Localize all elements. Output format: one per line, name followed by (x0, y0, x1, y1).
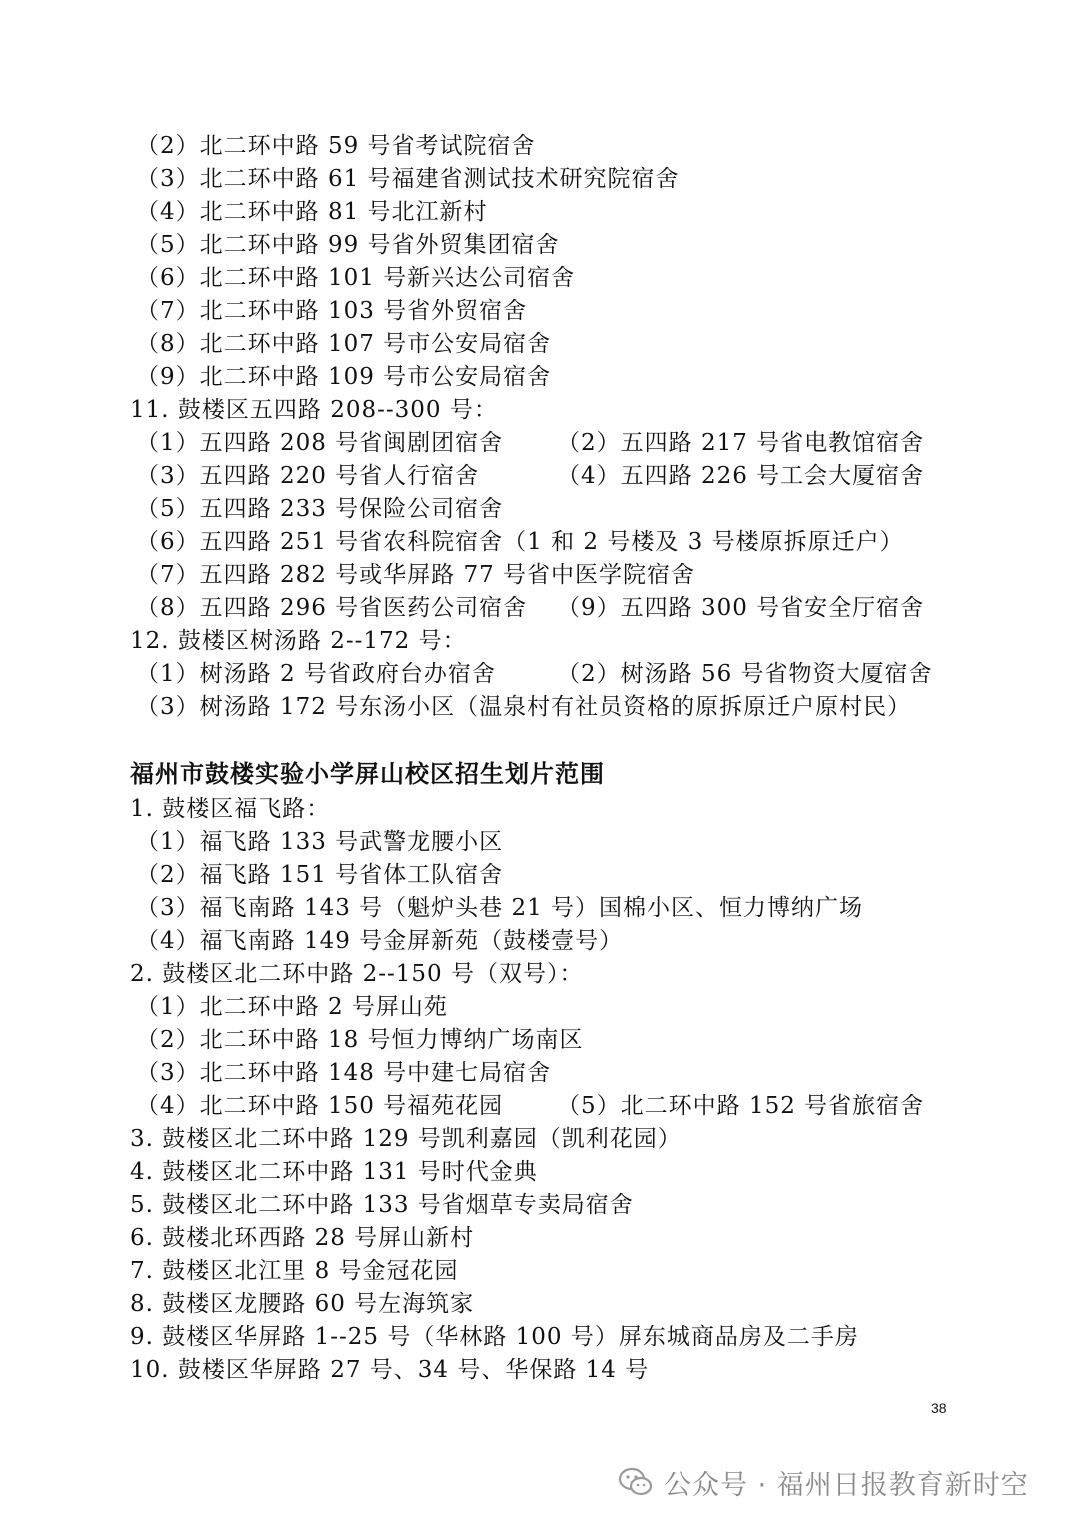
list-heading: 6. 鼓楼北环西路 28 号屏山新村 (130, 1225, 475, 1251)
list-heading: 10. 鼓楼区华屏路 27 号、34 号、华保路 14 号 (130, 1357, 650, 1383)
list-item: （3）五四路 220 号省人行宿舍 (136, 463, 480, 489)
list-item: （3）北二环中路 61 号福建省测试技术研究院宿舍 (136, 166, 680, 192)
list-item: （6）北二环中路 101 号新兴达公司宿舍 (136, 265, 576, 291)
list-heading: 2. 鼓楼区北二环中路 2--150 号（双号）： (130, 961, 584, 987)
list-item: （9）北二环中路 109 号市公安局宿舍 (136, 364, 552, 390)
list-item: （4）五四路 226 号工会大厦宿舍 (557, 463, 925, 489)
list-item: （9）五四路 300 号省安全厅宿舍 (557, 595, 925, 621)
list-item: （1）树汤路 2 号省政府台办宿舍 (136, 661, 496, 687)
list-item: （2）五四路 217 号省电教馆宿舍 (557, 430, 925, 456)
list-item: （2）北二环中路 59 号省考试院宿舍 (136, 133, 536, 159)
list-heading: 4. 鼓楼区北二环中路 131 号时代金典 (130, 1159, 538, 1185)
list-item: （7）北二环中路 103 号省外贸宿舍 (136, 298, 528, 324)
page-number: 38 (931, 1400, 947, 1416)
list-heading: 8. 鼓楼区龙腰路 60 号左海筑家 (130, 1291, 475, 1317)
list-item: （1）福飞路 133 号武警龙腰小区 (136, 829, 504, 855)
list-heading: 12. 鼓楼区树汤路 2--172 号： (130, 628, 467, 654)
list-item: （3）北二环中路 148 号中建七局宿舍 (136, 1060, 552, 1086)
list-item: （4）北二环中路 150 号福苑花园 (136, 1093, 504, 1119)
watermark (618, 1460, 1029, 1504)
list-item: （5）五四路 233 号保险公司宿舍 (136, 496, 504, 522)
list-item: （1）五四路 208 号省闽剧团宿舍 (136, 430, 504, 456)
list-heading: 5. 鼓楼区北二环中路 133 号省烟草专卖局宿舍 (130, 1192, 634, 1218)
list-item: （3）树汤路 172 号东汤小区（温泉村有社员资格的原拆原迁户原村民） (136, 694, 912, 720)
section-heading: 福州市鼓楼实验小学屏山校区招生划片范围 (130, 760, 605, 788)
list-item: （2）北二环中路 18 号恒力博纳广场南区 (136, 1027, 584, 1053)
list-item: （8）五四路 296 号省医药公司宿舍 (136, 595, 528, 621)
list-heading: 9. 鼓楼区华屏路 1--25 号（华林路 100 号）屏东城商品房及二手房 (130, 1324, 859, 1350)
list-item: （7）五四路 282 号或华屏路 77 号省中医学院宿舍 (136, 562, 696, 588)
list-item: （5）北二环中路 99 号省外贸集团宿舍 (136, 232, 560, 258)
list-item: （2）福飞路 151 号省体工队宿舍 (136, 862, 504, 888)
list-heading: 11. 鼓楼区五四路 208--300 号： (130, 397, 498, 423)
list-item: （6）五四路 251 号省农科院宿舍（1 和 2 号楼及 3 号楼原拆原迁户） (136, 529, 904, 555)
watermark-text: 公众号 · 福州日报教育新时空 (664, 1469, 1029, 1501)
list-item: （3）福飞南路 143 号（魁炉头巷 21 号）国棉小区、恒力博纳广场 (136, 895, 864, 921)
list-item: （4）北二环中路 81 号北江新村 (136, 199, 488, 225)
list-item: （1）北二环中路 2 号屏山苑 (136, 994, 448, 1020)
list-item: （5）北二环中路 152 号省旅宿舍 (557, 1093, 925, 1119)
wechat-icon (618, 1467, 654, 1497)
list-item: （4）福飞南路 149 号金屏新苑（鼓楼壹号） (136, 928, 624, 954)
list-heading: 7. 鼓楼区北江里 8 号金冠花园 (130, 1258, 459, 1284)
list-heading: 1. 鼓楼区福飞路： (130, 796, 331, 822)
list-item: （8）北二环中路 107 号市公安局宿舍 (136, 331, 552, 357)
list-item: （2）树汤路 56 号省物资大厦宿舍 (557, 661, 933, 687)
list-heading: 3. 鼓楼区北二环中路 129 号凯利嘉园（凯利花园） (130, 1126, 682, 1152)
